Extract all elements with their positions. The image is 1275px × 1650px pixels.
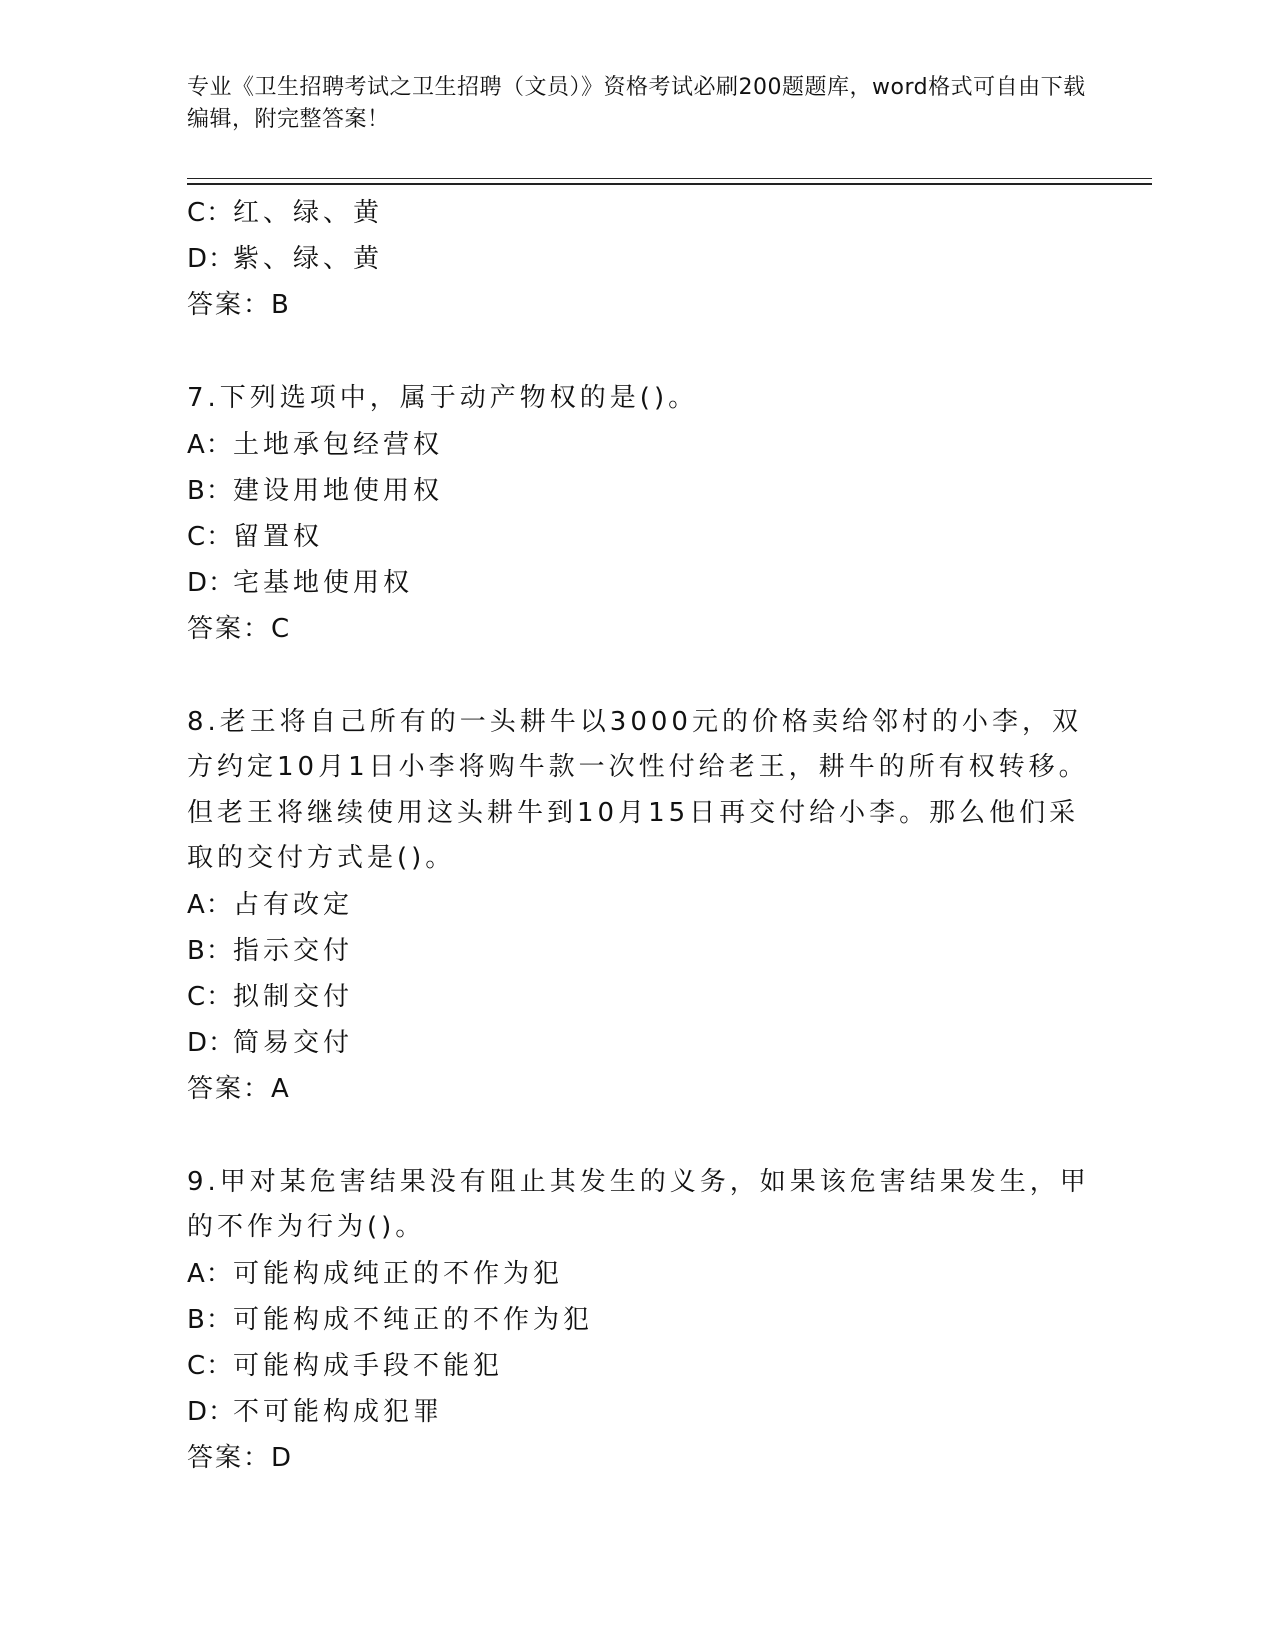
question-stem: 7.下列选项中，属于动产物权的是()。 [187,383,699,413]
option-row [187,1251,1092,1297]
option-row [187,514,1092,560]
option-text: 红、绿、黄 [233,198,384,228]
answer-line: 答案：A [187,1073,291,1104]
option-key: B： [187,935,233,966]
option-key: D： [187,1396,236,1427]
option-row [187,1343,1092,1389]
option-key: D： [187,1027,236,1058]
option-text: 土地承包经营权 [233,429,444,460]
option-key: B： [187,1304,233,1335]
option-text: 建设用地使用权 [233,475,444,506]
option-text: 简易交付 [233,1027,354,1058]
question-list [187,190,1092,1481]
option-row [187,468,1092,514]
option-row [187,236,1092,282]
header-rule-thin [187,178,1152,179]
option-text: 留置权 [233,521,324,552]
answer-line: 答案：D [187,1442,294,1473]
option-text: 宅基地使用权 [233,567,414,598]
option-key: C： [187,981,234,1012]
question-stem: 8.老王将自己所有的一头耕牛以3000元的价格卖给邻村的小李，双方约定10月1日小李将购牛款一次性付给老王，耕牛的所有权转移。但老王将继续使用这头耕牛到10月15日再交付给小李。那么他们采取的交付方式是()。 [187,706,1089,873]
option-row [187,882,1092,928]
option-row [187,974,1092,1020]
option-key: D： [187,567,236,598]
option-text: 可能构成纯正的不作为犯 [233,1258,564,1289]
option-row [187,1389,1092,1435]
option-row [187,190,1092,236]
option-key: B： [187,475,233,506]
option-text: 指示交付 [233,935,354,966]
option-text: 不可能构成犯罪 [233,1396,444,1427]
question-stem: 9.甲对某危害结果没有阻止其发生的义务，如果该危害结果发生，甲的不作为行为()。 [187,1166,1090,1242]
option-key: D： [187,244,236,274]
option-key: A： [187,1258,233,1289]
option-key: C： [187,1350,234,1381]
option-row [187,1297,1092,1343]
option-text: 可能构成手段不能犯 [233,1350,504,1381]
option-key: C： [187,521,234,552]
option-row [187,560,1092,606]
option-key: A： [187,889,233,920]
option-row [187,422,1092,468]
answer-line: 答案：C [187,613,292,644]
option-key: C： [187,198,234,228]
answer-line: 答案：B [187,290,291,320]
option-text: 紫、绿、黄 [233,244,384,274]
document-header: 专业《卫生招聘考试之卫生招聘（文员）》资格考试必刷200题题库，word格式可自由下载编辑，附完整答案！ [187,75,1086,132]
option-key: A： [187,429,233,460]
option-row [187,928,1092,974]
option-text: 拟制交付 [233,981,354,1012]
option-row [187,1020,1092,1066]
header-rule-thick [187,183,1152,185]
option-text: 占有改定 [233,889,354,920]
option-text: 可能构成不纯正的不作为犯 [233,1304,594,1335]
